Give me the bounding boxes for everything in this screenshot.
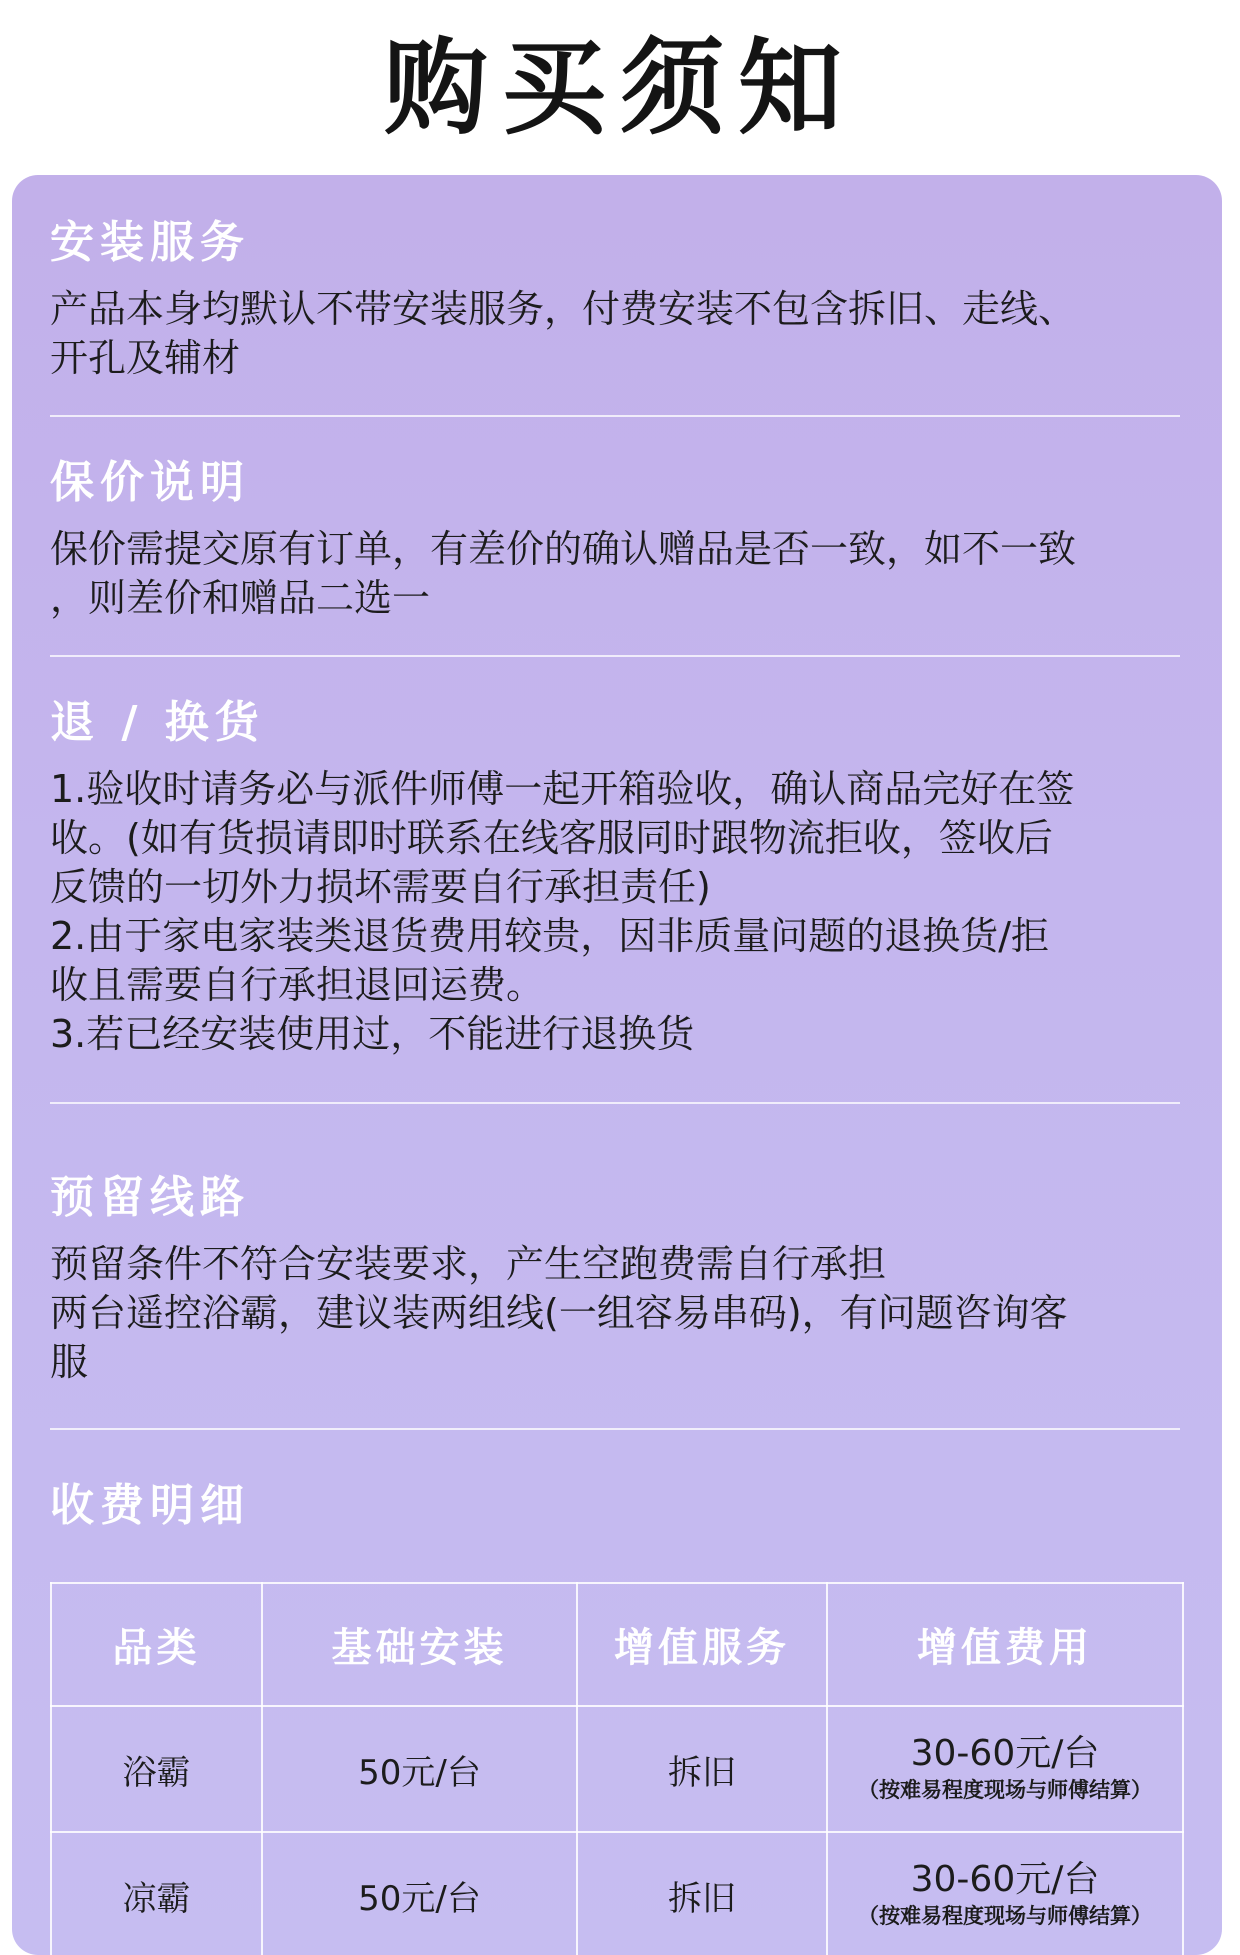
fee-amount: 30-60元/台 xyxy=(910,1859,1100,1900)
section-reserved-wiring xyxy=(50,1172,1180,1387)
section-line: 服 xyxy=(50,1340,89,1384)
cell-service: 拆旧 xyxy=(577,1706,827,1832)
section-line: 收且需要自行承担退回运费。 xyxy=(50,963,545,1007)
divider xyxy=(50,415,1180,417)
purchase-notice-panel xyxy=(12,175,1222,1955)
fee-table xyxy=(50,1582,1184,1955)
cell-fee xyxy=(827,1832,1183,1955)
table-row xyxy=(51,1706,1183,1832)
section-title-price-protection: 保价说明 xyxy=(50,457,250,508)
section-title-installation: 安装服务 xyxy=(50,217,250,268)
fee-amount: 30-60元/台 xyxy=(910,1733,1100,1774)
section-line: 3.若已经安装使用过，不能进行退换货 xyxy=(50,1012,695,1056)
section-line: 预留条件不符合安装要求，产生空跑费需自行承担 xyxy=(50,1242,887,1286)
section-body-installation xyxy=(50,285,1180,383)
section-title-return-exchange: 退 / 换货 xyxy=(50,697,265,748)
cell-category: 凉霸 xyxy=(51,1832,262,1955)
section-line: 1.验收时请务必与派件师傅一起开箱验收，确认商品完好在签 xyxy=(50,767,1075,811)
section-title-fee-details: 收费明细 xyxy=(50,1480,250,1531)
section-price-protection xyxy=(50,457,1180,623)
divider xyxy=(50,1428,1180,1430)
section-fee-details xyxy=(50,1480,1180,1532)
section-line: 反馈的一切外力损坏需要自行承担责任) xyxy=(50,865,711,909)
fee-note: （按难易程度现场与师傅结算） xyxy=(858,1778,1152,1802)
fee-note: （按难易程度现场与师傅结算） xyxy=(858,1904,1152,1928)
divider xyxy=(50,655,1180,657)
cell-category: 浴霸 xyxy=(51,1706,262,1832)
section-installation-service xyxy=(50,217,1180,383)
table-row xyxy=(51,1832,1183,1955)
section-body-price-protection xyxy=(50,525,1180,623)
section-line: 开孔及辅材 xyxy=(50,336,241,380)
section-line: 保价需提交原有订单，有差价的确认赠品是否一致，如不一致 xyxy=(50,527,1077,571)
header-value-added-fee: 增值费用 xyxy=(827,1583,1183,1706)
section-line: 产品本身均默认不带安装服务，付费安装不包含拆旧、走线、 xyxy=(50,287,1077,331)
section-line: 2.由于家电家装类退货费用较贵，因非质量问题的退换货/拒 xyxy=(50,914,1050,958)
section-body-reserved-wiring xyxy=(50,1240,1180,1387)
cell-fee xyxy=(827,1706,1183,1832)
cell-basic-install: 50元/台 xyxy=(262,1832,577,1955)
divider xyxy=(50,1102,1180,1104)
section-line: 两台遥控浴霸，建议装两组线(一组容易串码)，有问题咨询客 xyxy=(50,1291,1068,1335)
header-value-added-service: 增值服务 xyxy=(577,1583,827,1706)
section-title-reserved-wiring: 预留线路 xyxy=(50,1172,250,1223)
page-title: 购买须知 xyxy=(383,27,856,149)
cell-basic-install: 50元/台 xyxy=(262,1706,577,1832)
cell-service: 拆旧 xyxy=(577,1832,827,1955)
table-header-row xyxy=(51,1583,1183,1706)
section-line: ，则差价和赠品二选一 xyxy=(50,576,431,620)
header-category: 品类 xyxy=(51,1583,262,1706)
header-basic-install: 基础安装 xyxy=(262,1583,577,1706)
section-body-return-exchange xyxy=(50,765,1180,1059)
section-line: 收。(如有货损请即时联系在线客服同时跟物流拒收，签收后 xyxy=(50,816,1053,860)
section-return-exchange xyxy=(50,697,1180,1059)
